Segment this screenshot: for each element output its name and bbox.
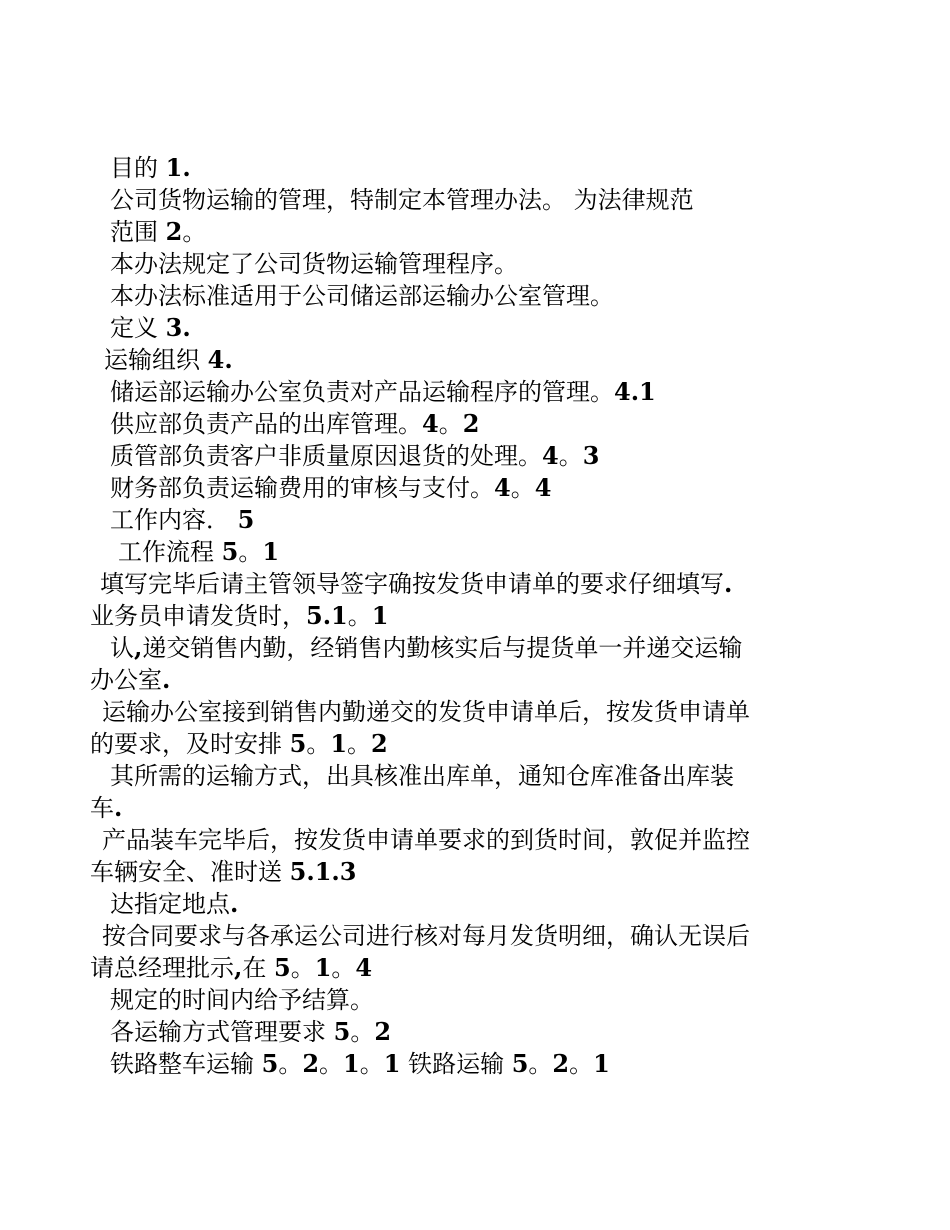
text-segment: 办公室 xyxy=(90,666,162,694)
bold-text-segment: 5 xyxy=(237,505,255,534)
document-line xyxy=(90,216,870,248)
text-segment: 的要求，及时安排 xyxy=(90,730,290,758)
text-segment: 。 xyxy=(347,602,372,630)
text-segment: 。 xyxy=(558,442,583,470)
bold-text-segment: 1 xyxy=(330,729,348,758)
text-segment: 按合同要求与各承运公司进行核对每月发货明细，确认无误后 xyxy=(102,922,750,950)
document-line xyxy=(90,536,870,568)
text-segment: 在 xyxy=(242,954,274,982)
document-body xyxy=(90,152,870,1080)
bold-text-segment: 2 xyxy=(165,217,183,246)
bold-text-segment: 2 xyxy=(374,1017,392,1046)
document-line xyxy=(90,376,870,408)
bold-text-segment: 4 xyxy=(355,953,373,982)
text-segment: 运输办公室接到销售内勤递交的发货申请单后，按发货申请单 xyxy=(102,698,750,726)
bold-text-segment: 5.1 xyxy=(306,601,348,630)
text-segment: 递交销售内勤，经销售内勤核实后与提货单一并递交运输 xyxy=(142,634,743,662)
text-segment: 工作流程 xyxy=(118,538,222,566)
bold-text-segment: 5 xyxy=(274,953,291,982)
bold-text-segment: 1 xyxy=(383,1049,401,1078)
text-segment: 运输组织 xyxy=(104,346,208,374)
bold-text-segment: 2 xyxy=(462,409,480,438)
text-segment: 。 xyxy=(331,954,356,982)
document-line xyxy=(90,696,870,728)
text-segment: 本办法标准适用于公司储运部运输办公室管理。 xyxy=(110,282,614,310)
text-segment: 。 xyxy=(350,1018,375,1046)
text-segment: 范围 xyxy=(110,218,166,246)
text-segment: 。 xyxy=(569,1050,594,1078)
document-line xyxy=(90,344,870,376)
document-line xyxy=(90,1048,870,1080)
bold-text-segment: 4 xyxy=(494,473,511,502)
text-segment: 供应部负责产品的出库管理。 xyxy=(110,410,422,438)
document-line xyxy=(90,568,870,600)
bold-text-segment: 4. xyxy=(207,345,233,374)
document-line xyxy=(90,728,870,760)
bold-text-segment: 2 xyxy=(371,729,388,758)
text-segment: 。 xyxy=(290,954,315,982)
document-line xyxy=(90,632,870,664)
document-line xyxy=(90,952,870,984)
bold-text-segment: 4 xyxy=(534,473,552,502)
bold-text-segment: 4 xyxy=(422,409,439,438)
bold-text-segment: 5 xyxy=(221,537,239,566)
bold-text-segment: 5 xyxy=(289,729,307,758)
bold-text-segment: 1. xyxy=(165,153,191,182)
text-segment: 。 xyxy=(510,474,535,502)
bold-text-segment: 1 xyxy=(593,1049,610,1078)
text-segment: 填写完毕后请主管领导签字确按发货申请单的要求仔细填写 xyxy=(100,570,724,598)
text-segment: 工作内容． xyxy=(110,506,238,534)
document-line xyxy=(90,152,870,184)
document-line xyxy=(90,888,870,920)
bold-text-segment: 2 xyxy=(552,1049,570,1078)
document-line xyxy=(90,1016,870,1048)
bold-text-segment: . xyxy=(114,793,123,822)
text-segment: 其所需的运输方式，出具核准出库单，通知仓库准备出库装 xyxy=(110,762,734,790)
document-line xyxy=(90,664,870,696)
text-segment: 目的 xyxy=(110,154,166,182)
document-line xyxy=(90,856,870,888)
bold-text-segment: 3 xyxy=(582,441,600,470)
bold-text-segment: 1 xyxy=(262,537,280,566)
text-segment: 本办法规定了公司货物运输管理程序。 xyxy=(110,250,518,278)
bold-text-segment: . xyxy=(230,889,239,918)
document-line xyxy=(90,600,870,632)
document-line xyxy=(90,408,870,440)
bold-text-segment: 5 xyxy=(333,1017,351,1046)
document-line xyxy=(90,184,870,216)
document-line xyxy=(90,504,870,536)
bold-text-segment: 2 xyxy=(302,1049,320,1078)
bold-text-segment: 5 xyxy=(511,1049,529,1078)
bold-text-segment: 1 xyxy=(371,601,389,630)
bold-text-segment: , xyxy=(234,953,243,982)
text-segment: 。 xyxy=(319,1050,344,1078)
text-segment: 。 xyxy=(347,730,372,758)
text-segment: 认 xyxy=(110,634,134,662)
text-segment: 车辆安全、准时送 xyxy=(90,858,290,886)
document-line xyxy=(90,472,870,504)
text-segment: 定义 xyxy=(110,314,166,342)
document-line xyxy=(90,760,870,792)
document-line xyxy=(90,824,870,856)
text-segment: 。 xyxy=(306,730,331,758)
document-line xyxy=(90,280,870,312)
text-segment: 规定的时间内给予结算。 xyxy=(110,986,374,1014)
bold-text-segment: , xyxy=(134,633,143,662)
text-segment: 财务部负责运输费用的审核与支付。 xyxy=(110,474,494,502)
bold-text-segment: 1 xyxy=(343,1049,360,1078)
document-line xyxy=(90,248,870,280)
text-segment: 。 xyxy=(528,1050,553,1078)
text-segment: 车 xyxy=(90,794,114,822)
document-line xyxy=(90,440,870,472)
bold-text-segment: 1 xyxy=(314,953,332,982)
text-segment: 储运部运输办公室负责对产品运输程序的管理。 xyxy=(110,378,614,406)
document-line xyxy=(90,984,870,1016)
text-segment: 。 xyxy=(238,538,263,566)
bold-text-segment: 4.1 xyxy=(614,377,656,406)
bold-text-segment: 4 xyxy=(542,441,559,470)
text-segment: 业务员申请发货时， xyxy=(90,602,306,630)
bold-text-segment: 5.1.3 xyxy=(289,857,357,886)
text-segment: 产品装车完毕后，按发货申请单要求的到货时间，敦促并监控 xyxy=(102,826,750,854)
bold-text-segment: 5 xyxy=(261,1049,279,1078)
text-segment: 达指定地点 xyxy=(110,890,230,918)
text-segment: 铁路整车运输 xyxy=(110,1050,262,1078)
text-segment: 质管部负责客户非质量原因退货的处理。 xyxy=(110,442,542,470)
bold-text-segment: . xyxy=(724,569,733,598)
text-segment: 。 xyxy=(182,218,207,246)
text-segment: 各运输方式管理要求 xyxy=(110,1018,334,1046)
text-segment: 铁路运输 xyxy=(400,1050,512,1078)
text-segment: 请总经理批示 xyxy=(90,954,234,982)
document-line xyxy=(90,312,870,344)
text-segment: 。 xyxy=(438,410,463,438)
document-line xyxy=(90,792,870,824)
text-segment: 。 xyxy=(359,1050,384,1078)
bold-text-segment: . xyxy=(162,665,171,694)
bold-text-segment: 3. xyxy=(165,313,191,342)
document-line xyxy=(90,920,870,952)
text-segment: 公司货物运输的管理，特制定本管理办法。 为法律规范 xyxy=(110,186,694,214)
text-segment: 。 xyxy=(278,1050,303,1078)
